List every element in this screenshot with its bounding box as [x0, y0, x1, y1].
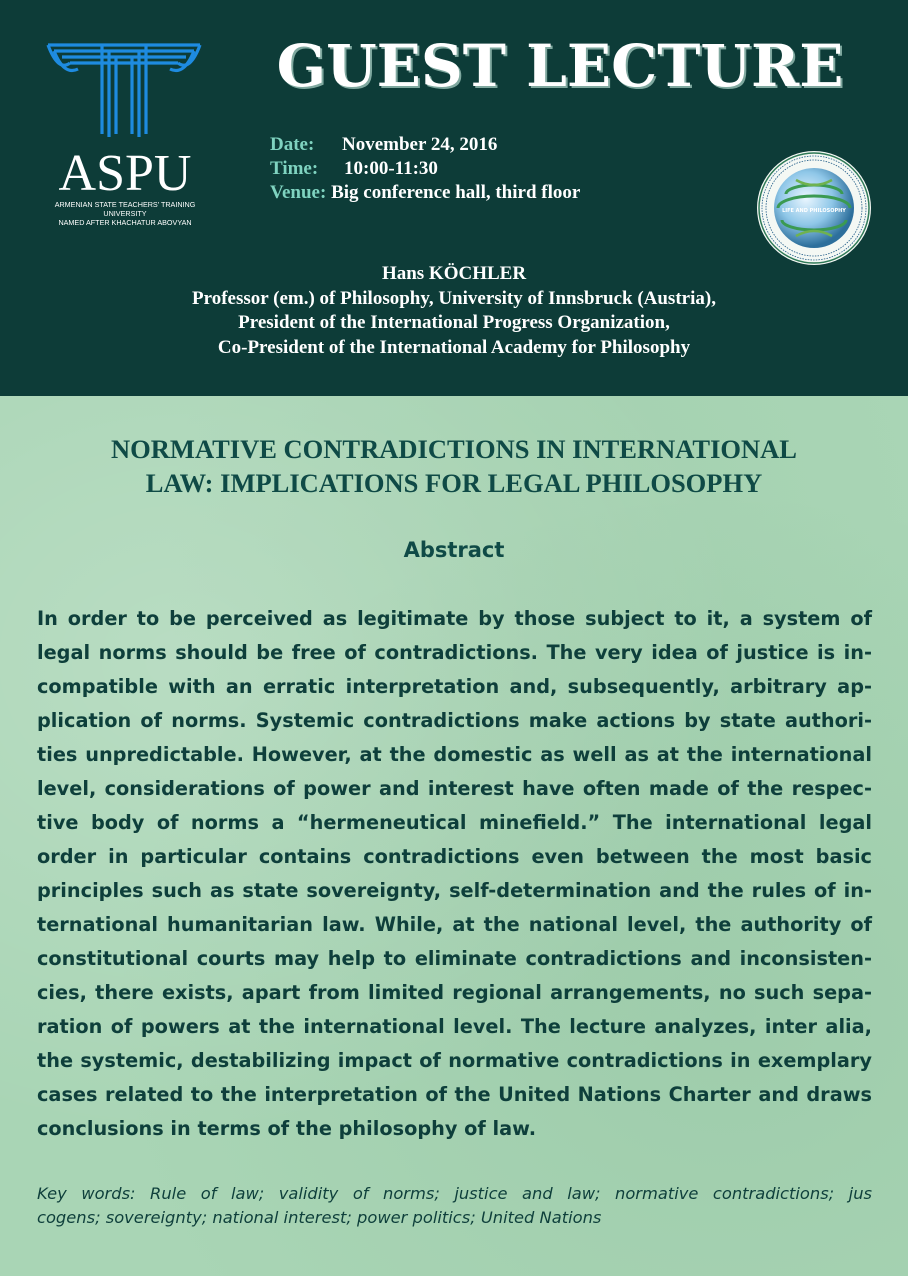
abstract-line: tive body of norms a “hermeneutical minefield.” The international legal [37, 811, 872, 834]
abstract-line: ration of powers at the international level. The lecture analyzes, inter alia, [37, 1015, 872, 1038]
speaker-role-3: Co-President of the International Academy for Philosophy [217, 336, 691, 358]
abstract-line: cies, there exists, apart from limited regional arrangements, no such sepa- [37, 981, 872, 1004]
aspu-logo [40, 42, 210, 232]
lecture-title [40, 432, 868, 500]
keywords-line1: Key words: Rule of law; validity of norms; justice and law; normative contradictions; jus [37, 1184, 872, 1203]
abstract-line: principles such as state sovereignty, self-determination and the rules of in- [37, 879, 872, 902]
abstract-line: ternational humanitarian law. While, at the national level, the authority of [37, 913, 872, 936]
journal-seal [756, 150, 872, 266]
keywords [37, 1182, 872, 1230]
venue-value: Big conference hall, third floor [331, 182, 581, 203]
speaker-name: Hans KÖCHLER [381, 263, 527, 284]
abstract-line: ties unpredictable. However, at the domestic as well as at the international [37, 743, 872, 766]
venue-label: Venue: [270, 182, 327, 203]
speaker-block [0, 262, 908, 360]
logo-subtitle-line2: NAMED AFTER KHACHATUR ABOVYAN [58, 218, 192, 227]
logo-wordmark: ASPU [58, 145, 192, 202]
logo-subtitle-line1: ARMENIAN STATE TEACHERS' TRAINING UNIVERSITY [54, 200, 196, 218]
abstract-line: order in particular contains contradictions even between the most basic [37, 845, 872, 868]
logo-subtitle [40, 200, 210, 227]
keywords-line2: cogens; sovereignty; national interest; power politics; United Nations [37, 1208, 602, 1227]
header-banner [0, 0, 908, 396]
date-label: Date: [270, 134, 315, 155]
abstract-heading: Abstract [403, 538, 505, 562]
abstract-line: conclusions in terms of the philosophy of law. [37, 1117, 537, 1140]
date-row [270, 133, 580, 157]
event-info [270, 133, 580, 205]
journal-seal-globe-icon [756, 150, 872, 266]
time-row [270, 157, 580, 181]
time-value: 10:00-11:30 [344, 158, 438, 179]
abstract-line: compatible with an erratic interpretation and, subsequently, arbitrary ap- [37, 675, 872, 698]
abstract-line: legal norms should be free of contradictions. The very idea of justice is in- [37, 641, 872, 664]
date-value: November 24, 2016 [342, 134, 498, 155]
venue-row [270, 181, 580, 205]
content-area [0, 396, 908, 1276]
abstract-line: level, considerations of power and interest have often made of the respec- [37, 777, 872, 800]
speaker-role-2: President of the International Progress Organization, [238, 312, 670, 333]
lecture-title-line2: LAW: IMPLICATIONS FOR LEGAL PHILOSOPHY [145, 468, 763, 498]
speaker-role-1: Professor (em.) of Philosophy, University of Innsbruck (Austria), [192, 287, 716, 309]
time-label: Time: [270, 158, 319, 179]
abstract-line: plication of norms. Systemic contradictions make actions by state authori- [37, 709, 872, 732]
abstract-line: constitutional courts may help to eliminate contradictions and inconsisten- [37, 947, 872, 970]
abstract-line: cases related to the interpretation of the United Nations Charter and draws [37, 1083, 872, 1106]
aspu-columns-logo-icon [44, 42, 204, 142]
abstract-text [37, 602, 872, 1146]
abstract-line: In order to be perceived as legitimate by those subject to it, a system of [37, 607, 872, 630]
seal-text: LIFE AND PHILOSOPHY [782, 208, 846, 214]
abstract-line: the systemic, destabilizing impact of normative contradictions in exemplary [37, 1049, 872, 1072]
lecture-title-line1: NORMATIVE CONTRADICTIONS IN INTERNATIONAL [111, 434, 797, 464]
page-title: GUEST LECTURE [276, 32, 844, 100]
